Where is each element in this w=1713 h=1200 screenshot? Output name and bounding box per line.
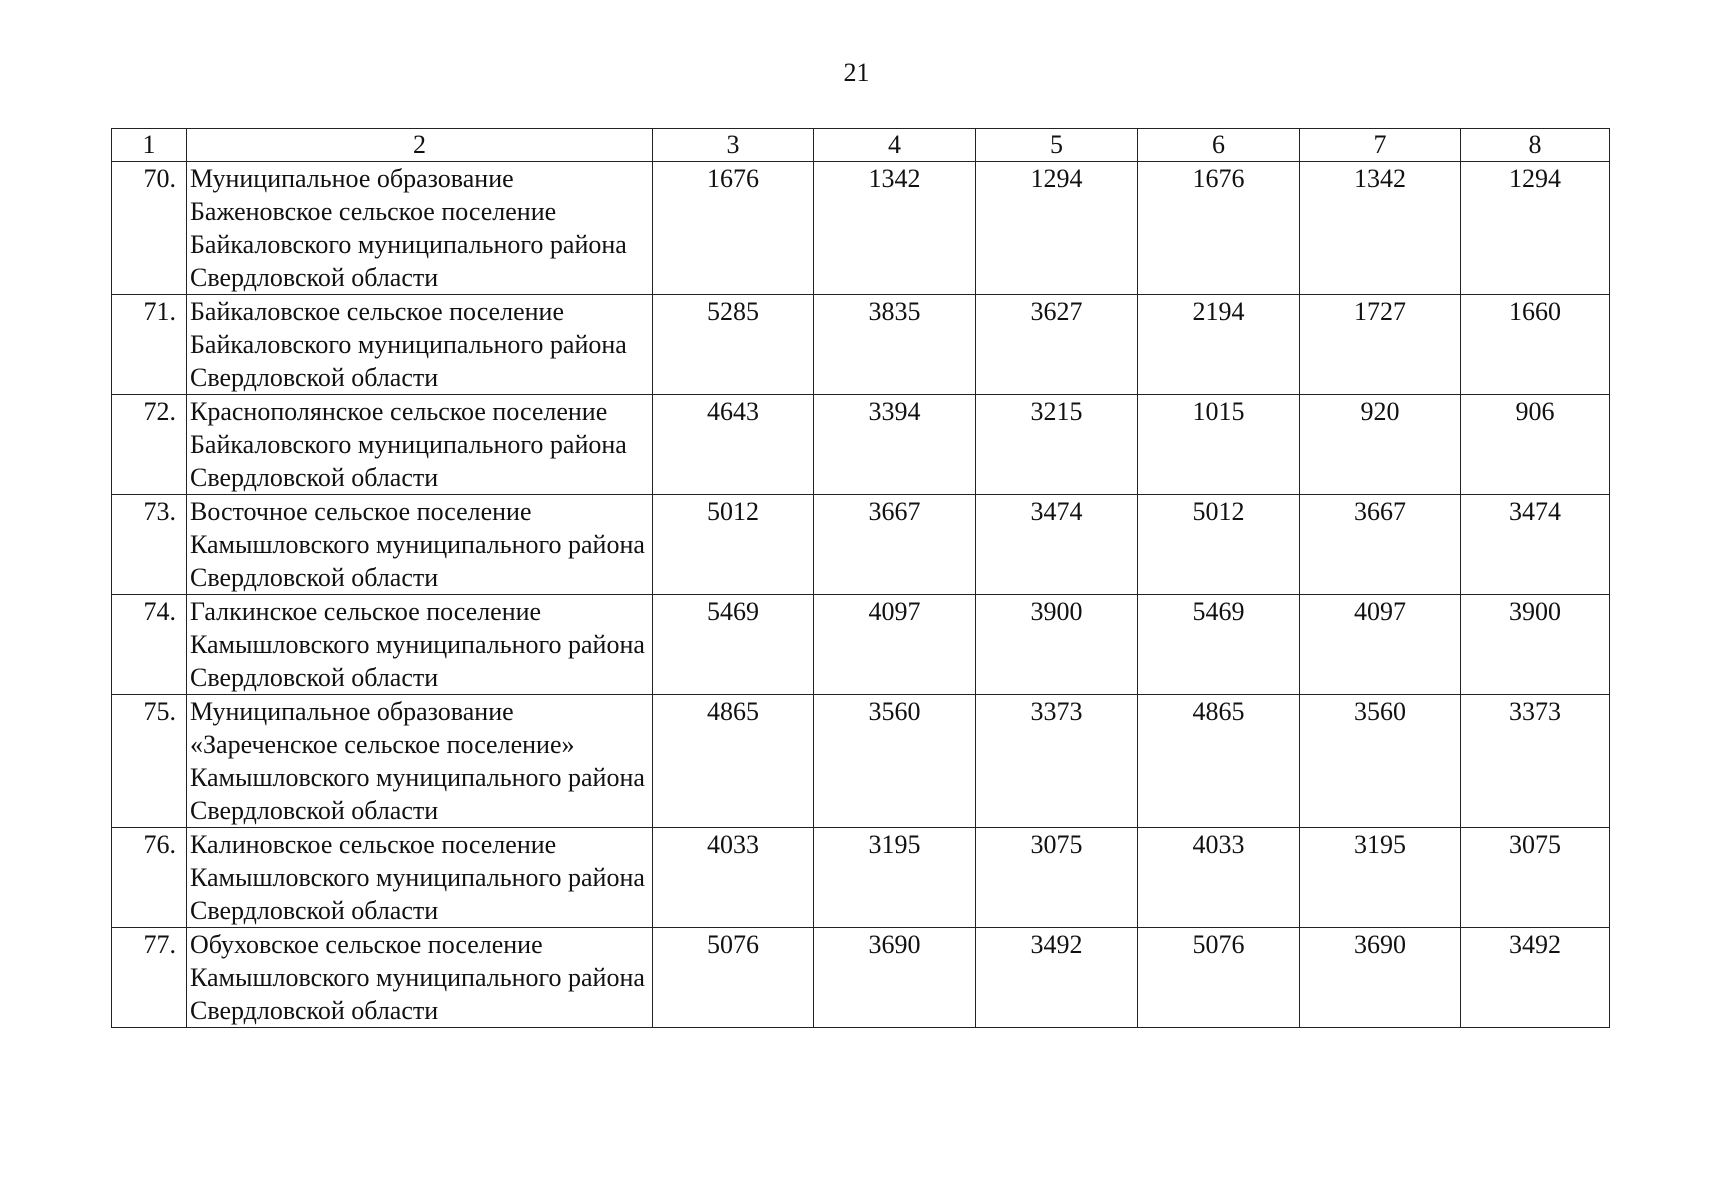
value-cell: 4865 xyxy=(653,695,814,828)
table-row xyxy=(112,395,1610,495)
table-row xyxy=(112,495,1610,595)
column-header: 7 xyxy=(1300,129,1461,162)
table-row xyxy=(112,928,1610,1028)
value-cell: 5012 xyxy=(653,495,814,595)
municipality-name: Краснополянское сельское поселение Байкаловского муниципального района Свердловской области xyxy=(187,395,653,495)
column-header: 4 xyxy=(814,129,976,162)
row-number: 76. xyxy=(112,828,187,928)
value-cell: 3195 xyxy=(814,828,976,928)
row-number: 72. xyxy=(112,395,187,495)
row-number: 70. xyxy=(112,162,187,295)
value-cell: 1294 xyxy=(976,162,1138,295)
value-cell: 3627 xyxy=(976,295,1138,395)
column-header: 1 xyxy=(112,129,187,162)
row-number: 74. xyxy=(112,595,187,695)
value-cell: 4643 xyxy=(653,395,814,495)
value-cell: 1676 xyxy=(1138,162,1300,295)
value-cell: 4865 xyxy=(1138,695,1300,828)
value-cell: 1015 xyxy=(1138,395,1300,495)
value-cell: 3075 xyxy=(976,828,1138,928)
value-cell: 4097 xyxy=(814,595,976,695)
value-cell: 906 xyxy=(1461,395,1610,495)
row-number: 71. xyxy=(112,295,187,395)
value-cell: 3690 xyxy=(1300,928,1461,1028)
municipality-name: Муниципальное образование «Зареченское сельское поселение» Камышловского муниципального района Свердловской области xyxy=(187,695,653,828)
value-cell: 3492 xyxy=(1461,928,1610,1028)
value-cell: 3560 xyxy=(814,695,976,828)
municipality-name: Муниципальное образование Баженовское сельское поселение Байкаловского муниципального района Свердловской области xyxy=(187,162,653,295)
value-cell: 3900 xyxy=(1461,595,1610,695)
column-header: 5 xyxy=(976,129,1138,162)
value-cell: 5076 xyxy=(1138,928,1300,1028)
municipality-name: Калиновское сельское поселение Камышловского муниципального района Свердловской области xyxy=(187,828,653,928)
table-header xyxy=(112,129,1610,162)
value-cell: 1294 xyxy=(1461,162,1610,295)
value-cell: 3195 xyxy=(1300,828,1461,928)
value-cell: 4033 xyxy=(1138,828,1300,928)
header-row xyxy=(112,129,1610,162)
value-cell: 920 xyxy=(1300,395,1461,495)
municipality-name: Байкаловское сельское поселение Байкаловского муниципального района Свердловской области xyxy=(187,295,653,395)
value-cell: 3373 xyxy=(1461,695,1610,828)
value-cell: 3667 xyxy=(1300,495,1461,595)
table-body xyxy=(112,162,1610,1028)
value-cell: 5012 xyxy=(1138,495,1300,595)
table-row xyxy=(112,695,1610,828)
municipality-name: Обуховское сельское поселение Камышловского муниципального района Свердловской области xyxy=(187,928,653,1028)
value-cell: 5076 xyxy=(653,928,814,1028)
value-cell: 3474 xyxy=(976,495,1138,595)
value-cell: 3492 xyxy=(976,928,1138,1028)
value-cell: 1342 xyxy=(1300,162,1461,295)
value-cell: 3215 xyxy=(976,395,1138,495)
value-cell: 3373 xyxy=(976,695,1138,828)
value-cell: 5469 xyxy=(653,595,814,695)
row-number: 75. xyxy=(112,695,187,828)
column-header: 6 xyxy=(1138,129,1300,162)
column-header: 8 xyxy=(1461,129,1610,162)
table-row xyxy=(112,295,1610,395)
data-table xyxy=(111,128,1610,1028)
value-cell: 1342 xyxy=(814,162,976,295)
value-cell: 1660 xyxy=(1461,295,1610,395)
value-cell: 1676 xyxy=(653,162,814,295)
value-cell: 3667 xyxy=(814,495,976,595)
table-row xyxy=(112,828,1610,928)
value-cell: 5469 xyxy=(1138,595,1300,695)
value-cell: 5285 xyxy=(653,295,814,395)
value-cell: 3075 xyxy=(1461,828,1610,928)
row-number: 77. xyxy=(112,928,187,1028)
value-cell: 3560 xyxy=(1300,695,1461,828)
column-header: 2 xyxy=(187,129,653,162)
value-cell: 4033 xyxy=(653,828,814,928)
column-header: 3 xyxy=(653,129,814,162)
value-cell: 1727 xyxy=(1300,295,1461,395)
page-number: 21 xyxy=(843,58,870,87)
value-cell: 3690 xyxy=(814,928,976,1028)
value-cell: 3474 xyxy=(1461,495,1610,595)
table-row xyxy=(112,162,1610,295)
value-cell: 3394 xyxy=(814,395,976,495)
municipality-name: Галкинское сельское поселение Камышловского муниципального района Свердловской области xyxy=(187,595,653,695)
table-row xyxy=(112,595,1610,695)
value-cell: 3900 xyxy=(976,595,1138,695)
value-cell: 2194 xyxy=(1138,295,1300,395)
municipality-name: Восточное сельское поселение Камышловского муниципального района Свердловской области xyxy=(187,495,653,595)
value-cell: 3835 xyxy=(814,295,976,395)
row-number: 73. xyxy=(112,495,187,595)
value-cell: 4097 xyxy=(1300,595,1461,695)
